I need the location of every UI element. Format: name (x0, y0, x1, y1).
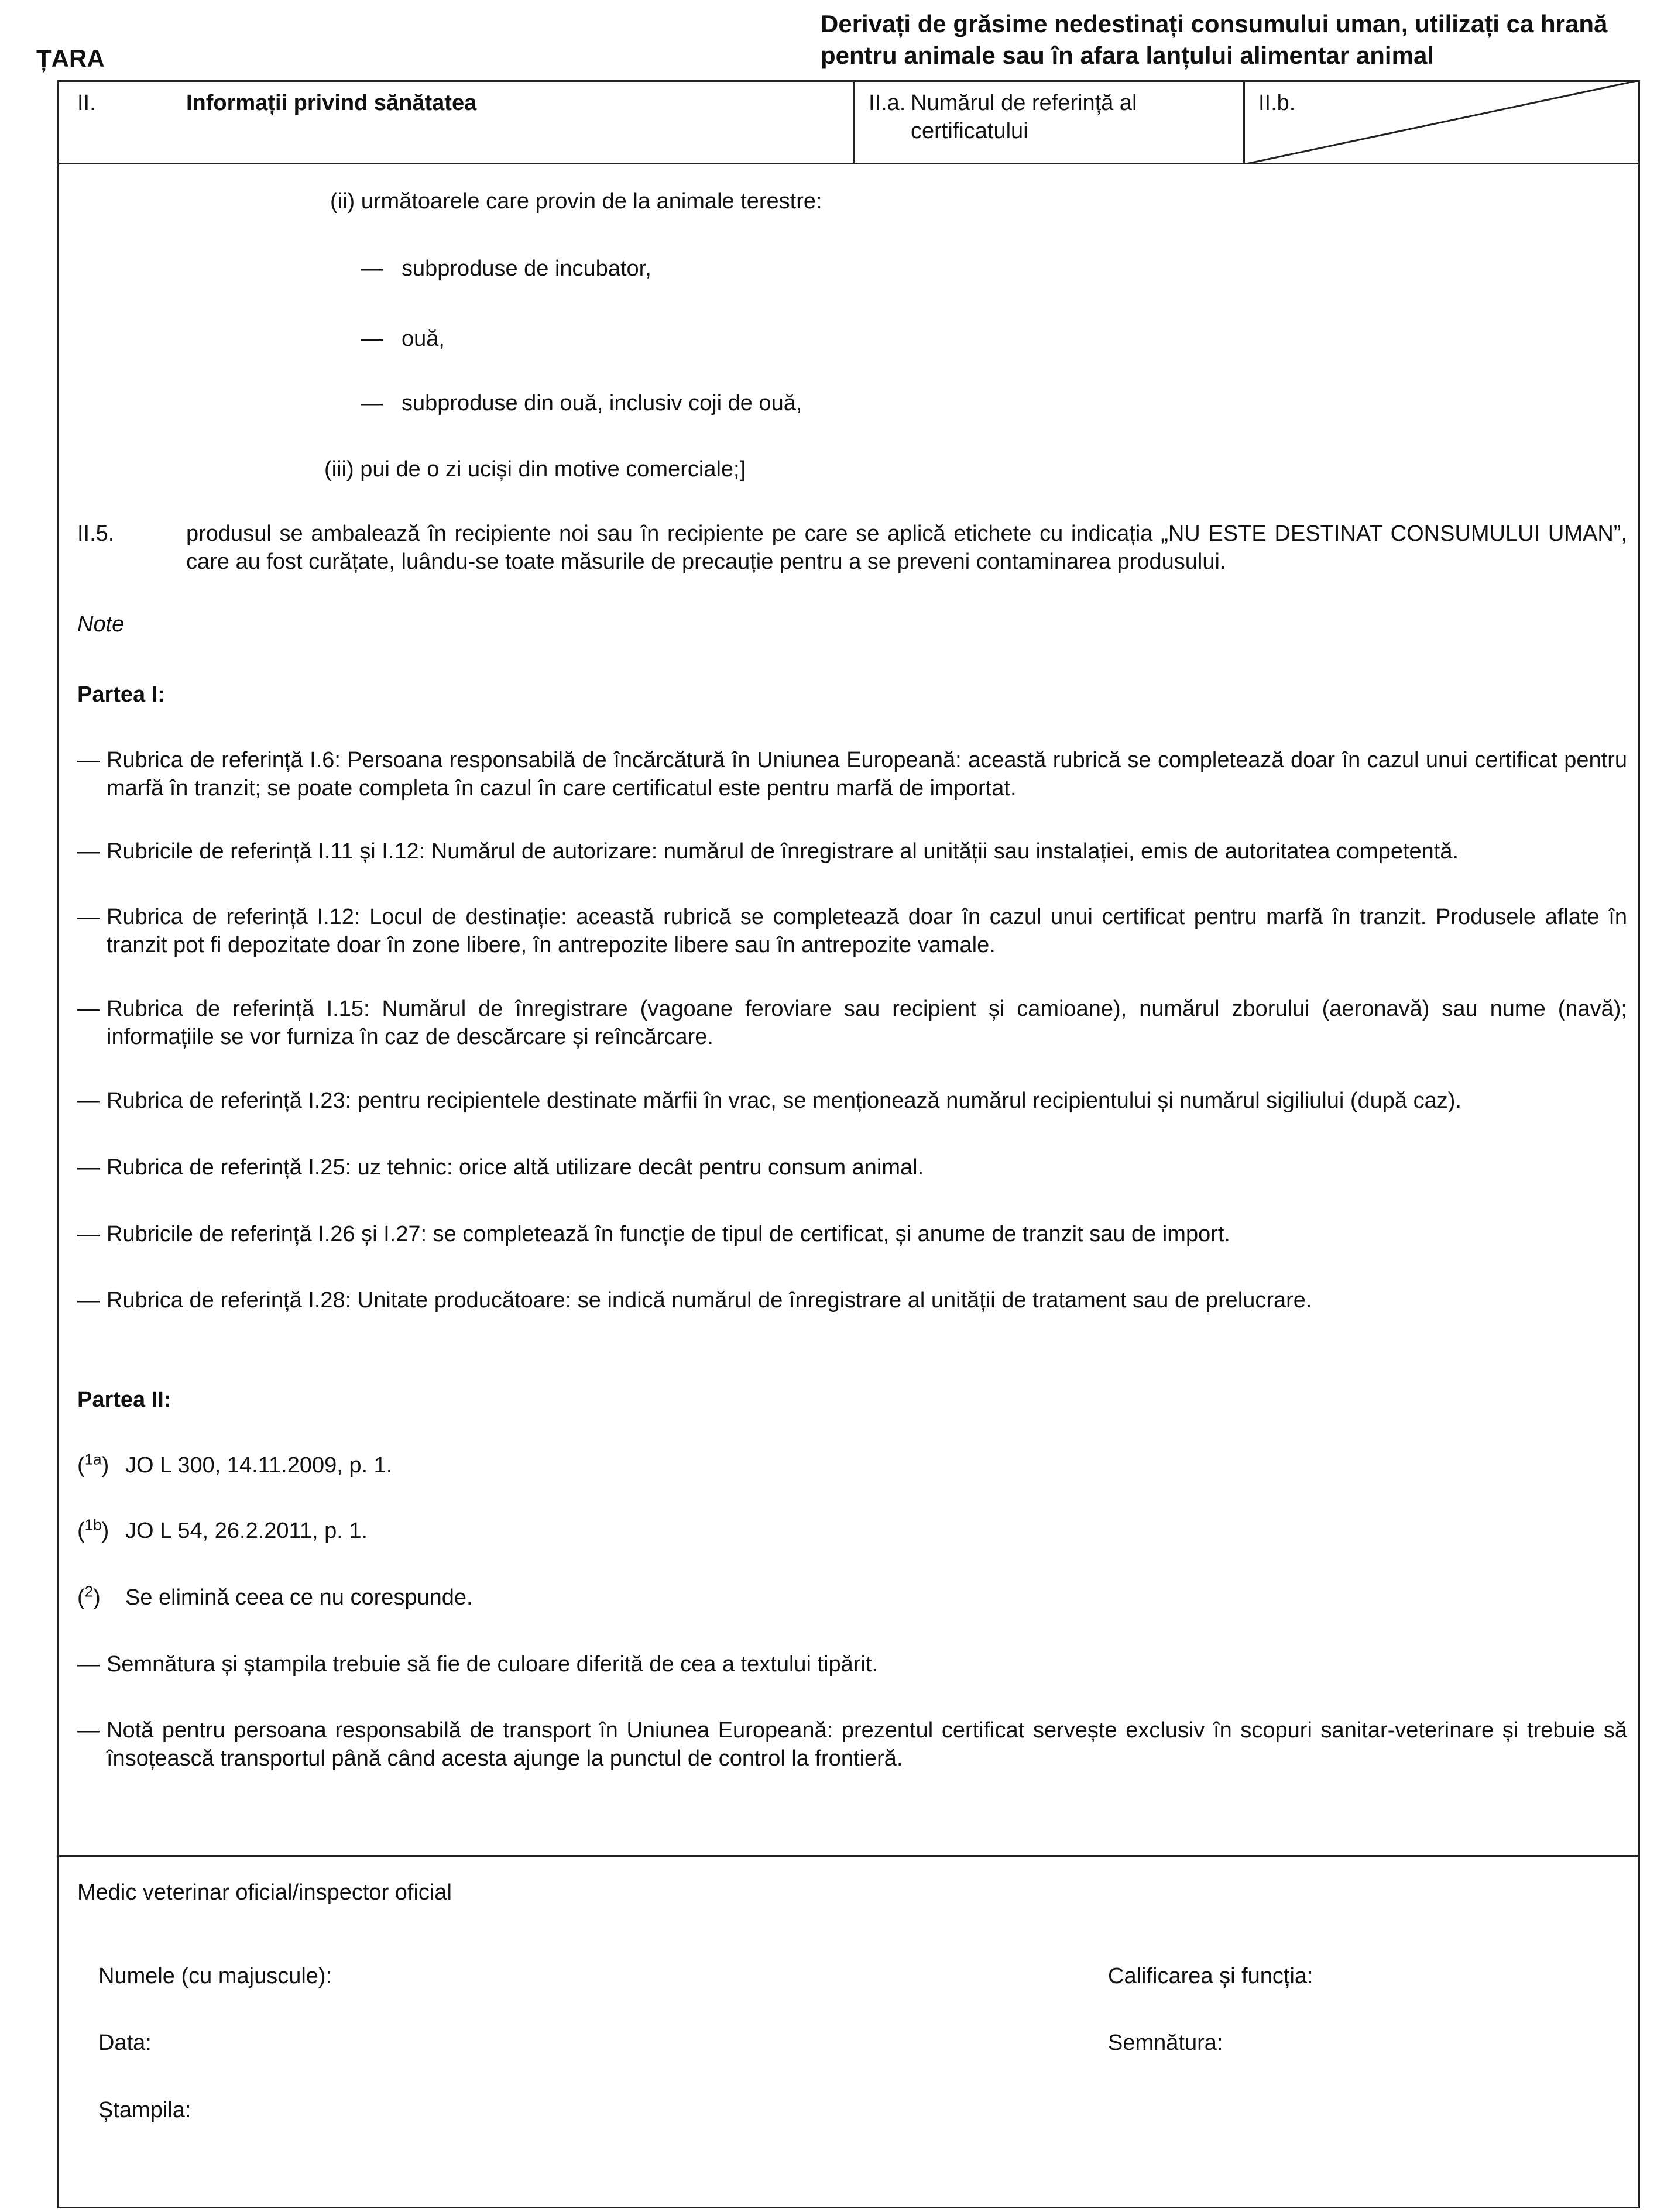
part-1-note (77, 746, 1627, 802)
part-2-note (77, 1716, 1627, 1773)
part-1-note (77, 995, 1627, 1051)
footnote-1b-text: JO L 54, 26.2.2011, p. 1. (125, 1519, 368, 1543)
clause-number: II.5. (77, 521, 115, 546)
list-dash: — (361, 391, 383, 415)
reference-label-line-1: Numărul de referință al (911, 91, 1137, 115)
signature-heading: Medic veterinar oficial/inspector oficial (77, 1880, 452, 1905)
signature-divider (57, 1855, 1640, 1857)
list-dash: — (361, 256, 383, 281)
note-dash: — (77, 748, 100, 772)
note-dash: — (77, 1652, 100, 1677)
list-item-ii: (ii) următoarele care provin de la animale terestre: (330, 189, 822, 214)
footnote-mark: 1a (84, 1450, 102, 1468)
part-1-note (77, 1220, 1627, 1248)
note-dash: — (77, 839, 100, 864)
note-text: Notă pentru persoana responsabilă de transport în Uniunea Europeană: prezentul certificat servește exclusiv în scopuri sanitar-veterinare și trebuie să însoțească transportul până când acesta ajunge la punctul de control la frontieră. (107, 1718, 1627, 1771)
footnote-mark: 1b (84, 1516, 102, 1534)
note-dash: — (77, 997, 100, 1021)
note-text: Rubrica de referință I.15: Numărul de înregistrare (vagoane feroviare sau recipient și camioane), numărul zborului (aeronavă) sau nume (navă); informațiile se vor furniza în caz de descărcare și reîncărcare. (107, 997, 1627, 1049)
part-2-heading: Partea II: (77, 1387, 171, 1412)
note-dash: — (77, 1222, 100, 1246)
clause-text: produsul se ambalează în recipiente noi sau în recipiente pe care se aplică etichete cu indicația „NU ESTE DESTINAT CONSUMULUI UMAN”, care au fost curățate, luându-se toate măsurile de precauție pentru a se preveni contaminarea produsului. (186, 521, 1627, 574)
note-dash: — (77, 905, 100, 929)
note-text: Rubrica de referință I.28: Unitate producătoare: se indică numărul de înregistrare al unității de tratament sau de prelucrare. (107, 1288, 1312, 1313)
note-text: Rubricile de referință I.11 și I.12: Numărul de autorizare: numărul de înregistrare al unității sau instalației, emis de autoritatea competentă. (107, 839, 1459, 864)
diagonal-strike (1243, 80, 1640, 164)
certificate-title-line-2: pentru animale sau în afara lanțului alimentar animal (821, 42, 1434, 69)
note-text: Rubricile de referință I.26 și I.27: se completează în funcție de tipul de certificat, și anume de tranzit sau de import. (107, 1222, 1230, 1246)
list-subitem: subproduse de incubator, (402, 256, 651, 281)
footnote-1b: ($^{1b}$) (77, 1516, 109, 1543)
note-text: Semnătura și ștampila trebuie să fie de culoare diferită de cea a textului tipărit. (107, 1652, 879, 1677)
footnote-1a-text: JO L 300, 14.11.2009, p. 1. (125, 1453, 393, 1478)
reference-number-prefix: II.a. (869, 91, 906, 115)
footnote-2-text: Se elimină ceea ce nu corespunde. (125, 1585, 473, 1610)
qualification-label: Calificarea și funcția: (1108, 1964, 1313, 1988)
certificate-title (821, 8, 1646, 71)
part-1-heading: Partea I: (77, 682, 165, 707)
list-subitem: subproduse din ouă, inclusiv coji de ouă, (402, 391, 802, 415)
name-label: Numele (cu majuscule): (98, 1964, 332, 1988)
note-text: Rubrica de referință I.25: uz tehnic: orice altă utilizare decât pentru consum animal. (107, 1155, 924, 1180)
reference-label-line-2: certificatului (911, 119, 1028, 143)
note-text: Rubrica de referință I.12: Locul de destinație: această rubrică se completează doar în cazul unui certificat pentru marfă în tranzit. Produsele aflate în tranzit pot fi depozitate doar în zone libere, în antrepozite libere sau în antrepozite vamale. (107, 905, 1627, 957)
part-1-note (77, 837, 1627, 865)
section-title: Informații privind sănătatea (186, 91, 477, 115)
part-1-note (77, 1153, 1627, 1181)
note-dash: — (77, 1088, 100, 1113)
header-col-divider-1 (853, 80, 855, 164)
footnote-1a: ($^{1a}$) (77, 1450, 109, 1478)
part-1-note (77, 903, 1627, 959)
country-label: ȚARA (36, 44, 105, 72)
note-text: Rubrica de referință I.6: Persoana responsabilă de încărcătură în Uniunea Europeană: această rubrică se completează doar în cazul unui certificat pentru marfă în tranzit; se poate completa în cazul în care certificatul este pentru marfă de importat. (107, 748, 1627, 801)
part-1-note (77, 1286, 1627, 1314)
note-text: Rubrica de referință I.23: pentru recipientele destinate mărfii în vrac, se menționează numărul recipientului și numărul sigiliului (după caz). (107, 1088, 1461, 1113)
note-dash: — (77, 1155, 100, 1180)
list-subitem: ouă, (402, 327, 445, 351)
stamp-label: Ștampila: (98, 2098, 191, 2122)
notes-heading: Note (77, 612, 125, 637)
signature-label: Semnătura: (1108, 2031, 1223, 2055)
note-dash: — (77, 1718, 100, 1743)
part-1-note (77, 1087, 1627, 1115)
reference-b-label: II.b. (1258, 91, 1296, 115)
list-item-iii: (iii) pui de o zi uciși din motive comerciale;] (324, 457, 746, 482)
footnote-2: ($^2$) (77, 1582, 101, 1610)
list-dash: — (361, 327, 383, 351)
part-2-note (77, 1650, 1627, 1678)
footnote-mark: 2 (84, 1582, 94, 1600)
certificate-title-line-1: Derivați de grăsime nedestinați consumului uman, utilizați ca hrană (821, 10, 1608, 37)
reference-number-label (911, 89, 1137, 145)
note-dash: — (77, 1288, 100, 1313)
date-label: Data: (98, 2031, 152, 2055)
section-number: II. (77, 91, 96, 115)
